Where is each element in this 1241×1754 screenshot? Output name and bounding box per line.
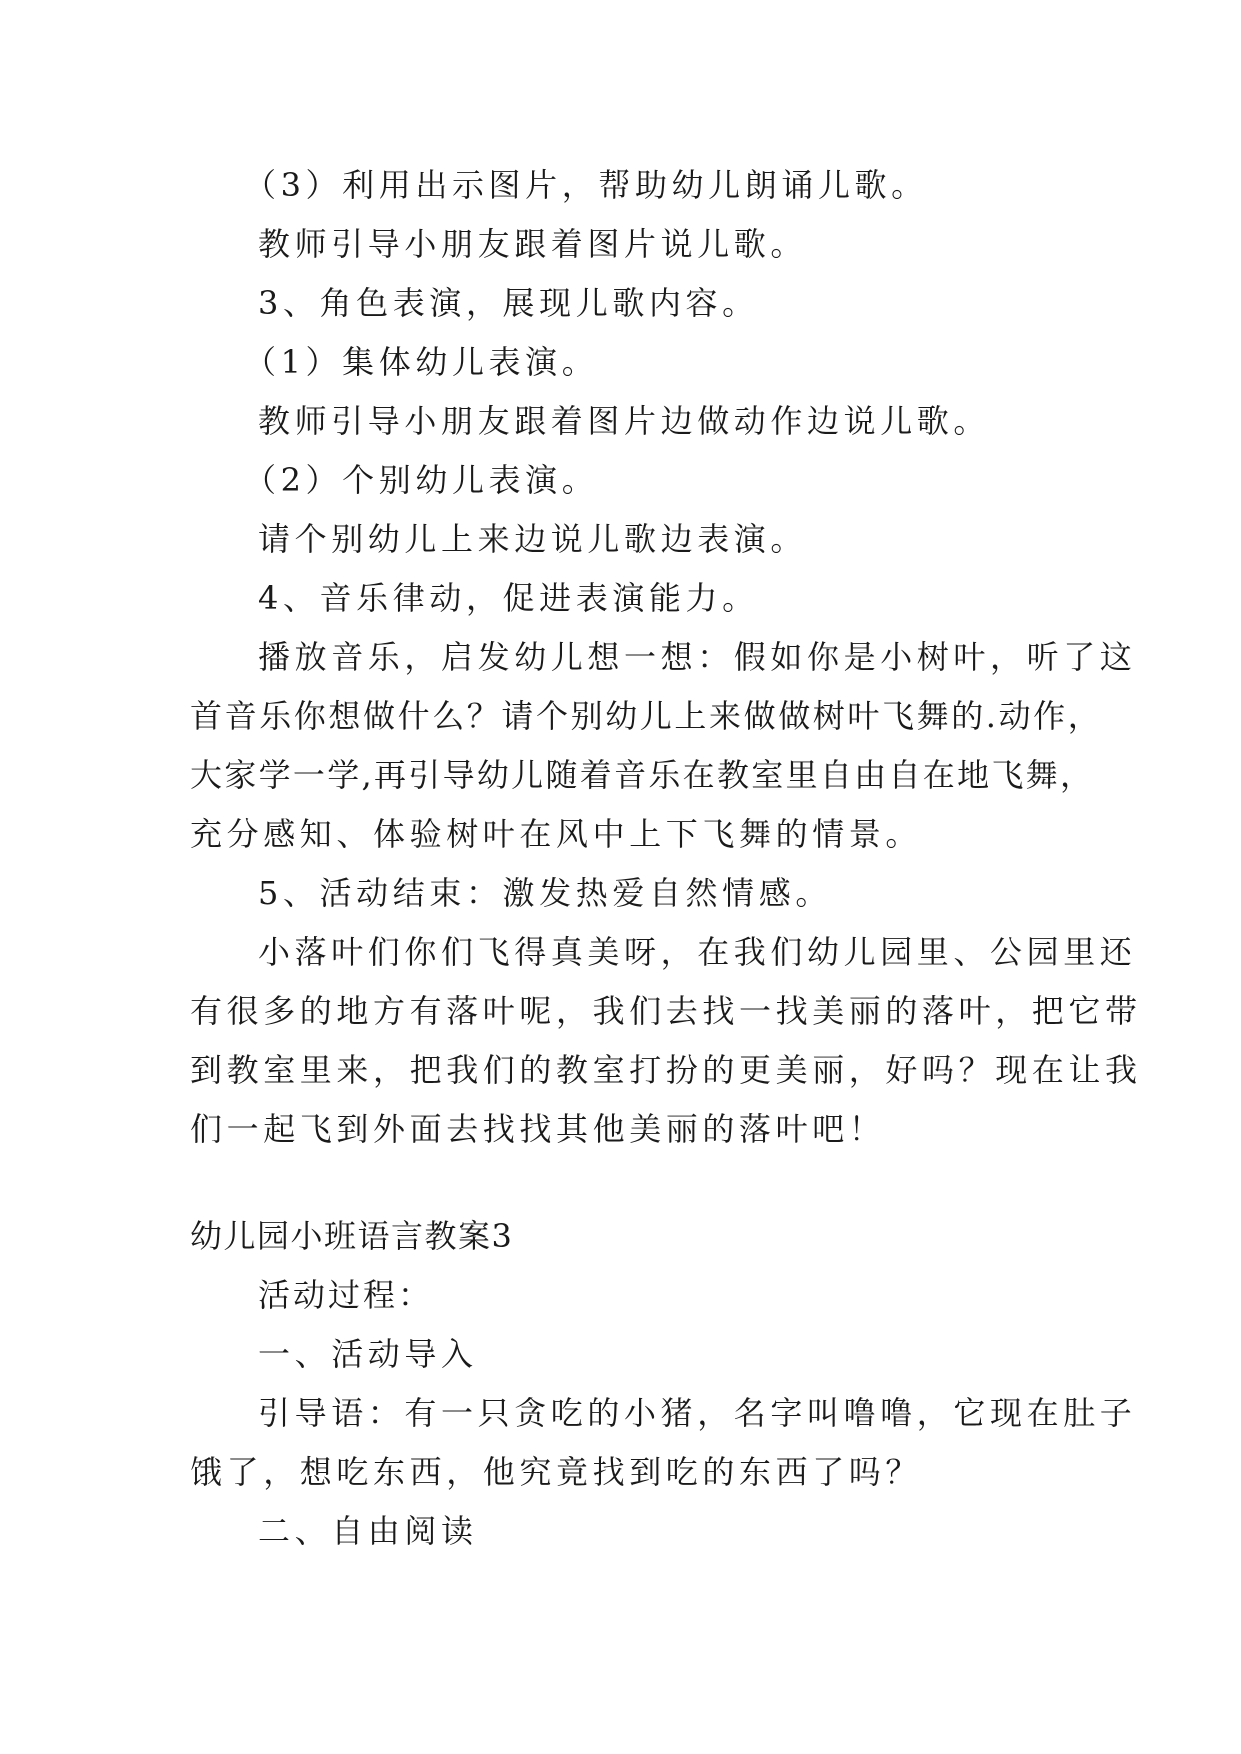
paragraph-line: 活动过程： [258,1276,434,1314]
paragraph-line: 有很多的地方有落叶呢，我们去找一找美丽的落叶，把它带 [190,992,1142,1030]
document-title: 幼儿园小班语言教案3 [190,1217,514,1255]
paragraph-line: 请个别幼儿上来边说儿歌边表演。 [258,520,808,558]
paragraph-line: 饿了，想吃东西，他究竟找到吃的东西了吗？ [190,1453,923,1491]
paragraph-line: （3）利用出示图片，帮助幼儿朗诵儿歌。 [244,166,928,204]
paragraph-line: 播放音乐，启发幼儿想一想：假如你是小树叶，听了这 [258,638,1137,676]
section-heading: 二、自由阅读 [258,1512,478,1550]
section-heading: 4、音乐律动，促进表演能力。 [258,579,759,617]
paragraph-line: 教师引导小朋友跟着图片说儿歌。 [258,225,808,263]
paragraph-line: 们一起飞到外面去找找其他美丽的落叶吧！ [190,1110,886,1148]
paragraph-line: 引导语：有一只贪吃的小猪，名字叫噜噜，它现在肚子 [258,1394,1137,1432]
paragraph-line: 大家学一学,再引导幼儿随着音乐在教室里自由自在地飞舞， [190,756,1095,794]
paragraph-line: （2）个别幼儿表演。 [244,461,599,499]
paragraph-line: 到教室里来，把我们的教室打扮的更美丽，好吗？现在让我 [190,1051,1142,1089]
section-heading: 3、角色表演，展现儿歌内容。 [258,284,759,322]
paragraph-line: 小落叶们你们飞得真美呀，在我们幼儿园里、公园里还 [258,933,1137,971]
paragraph-line: 教师引导小朋友跟着图片边做动作边说儿歌。 [258,402,991,440]
section-heading: 一、活动导入 [258,1335,478,1373]
paragraph-line: 首音乐你想做什么？请个别幼儿上来做做树叶飞舞的.动作， [190,697,1103,735]
section-heading: 5、活动结束：激发热爱自然情感。 [258,874,832,912]
paragraph-line: 充分感知、体验树叶在风中上下飞舞的情景。 [190,815,923,853]
paragraph-line: （1）集体幼儿表演。 [244,343,599,381]
